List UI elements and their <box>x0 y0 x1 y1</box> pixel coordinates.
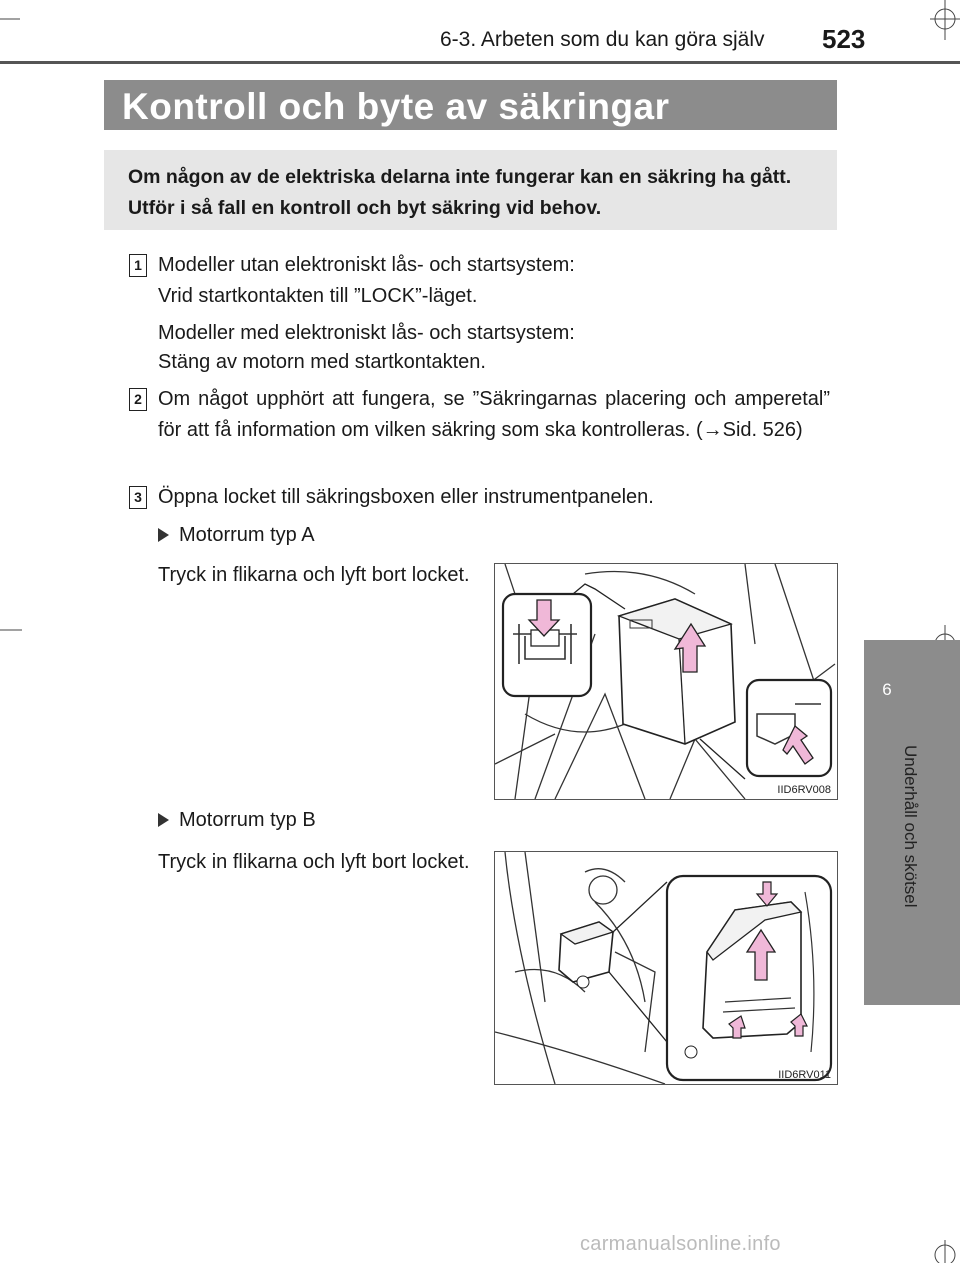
intro-box <box>104 150 837 230</box>
chapter-number: 6 <box>882 680 892 699</box>
page-number: 523 <box>822 24 866 54</box>
triangle-bullet-icon <box>158 528 169 542</box>
subsection-b-heading <box>158 809 316 832</box>
chapter-label <box>896 745 920 945</box>
page-title: Kontroll och byte av säkringar <box>122 86 670 127</box>
header-rule <box>0 61 960 64</box>
fusebox-illustration-a <box>495 564 837 799</box>
watermark: carmanualsonline.info <box>580 1233 781 1255</box>
fusebox-illustration-b <box>495 852 837 1084</box>
figure-code-a: IID6RV008 <box>777 784 831 796</box>
step-number-1: 1 <box>129 254 147 277</box>
step-1-line-1: Modeller utan elektroniskt lås- och startsystem: <box>158 254 575 276</box>
registration-mark-mid-left <box>0 620 30 640</box>
step-2-text: Om något upphört att fungera, se ”Säkringarnas placering och amperetal” för att få information om vilken säkring som ska kontrolleras. (→Sid. 526) <box>158 388 830 441</box>
triangle-bullet-icon <box>158 813 169 827</box>
registration-mark-top-left <box>0 0 30 40</box>
figure-code-b: IID6RV011 <box>778 1069 831 1081</box>
subsection-b-heading-text: Motorrum typ B <box>179 809 316 831</box>
subsection-a-text: Tryck in flikarna och lyft bort locket. <box>158 564 470 586</box>
registration-mark-top-right <box>925 0 960 45</box>
step-number-3: 3 <box>129 486 147 509</box>
header-section-title: 6-3. Arbeten som du kan göra själv <box>440 28 765 51</box>
figure-engine-room-type-b <box>494 851 838 1085</box>
step-1-line-3: Modeller med elektroniskt lås- och startsystem: <box>158 322 575 344</box>
title-bar <box>104 80 837 130</box>
figure-engine-room-type-a <box>494 563 838 800</box>
step-3-text: Öppna locket till säkringsboxen eller instrumentpanelen. <box>158 486 654 508</box>
chapter-label-text: Underhåll och skötsel <box>901 745 920 908</box>
intro-text: Om någon av de elektriska delarna inte fungerar kan en säkring ha gått. Utför i så fall en kontroll och byt säkring vid behov. <box>128 166 792 219</box>
subsection-a-heading-text: Motorrum typ A <box>179 524 315 546</box>
subsection-a-heading <box>158 524 315 547</box>
subsection-b-text: Tryck in flikarna och lyft bort locket. <box>158 851 470 873</box>
registration-mark-bottom-right <box>925 1235 960 1263</box>
step-number-2: 2 <box>129 388 147 411</box>
step-1-line-2: Vrid startkontakten till ”LOCK”-läget. <box>158 285 478 307</box>
step-1-line-4: Stäng av motorn med startkontakten. <box>158 351 486 373</box>
